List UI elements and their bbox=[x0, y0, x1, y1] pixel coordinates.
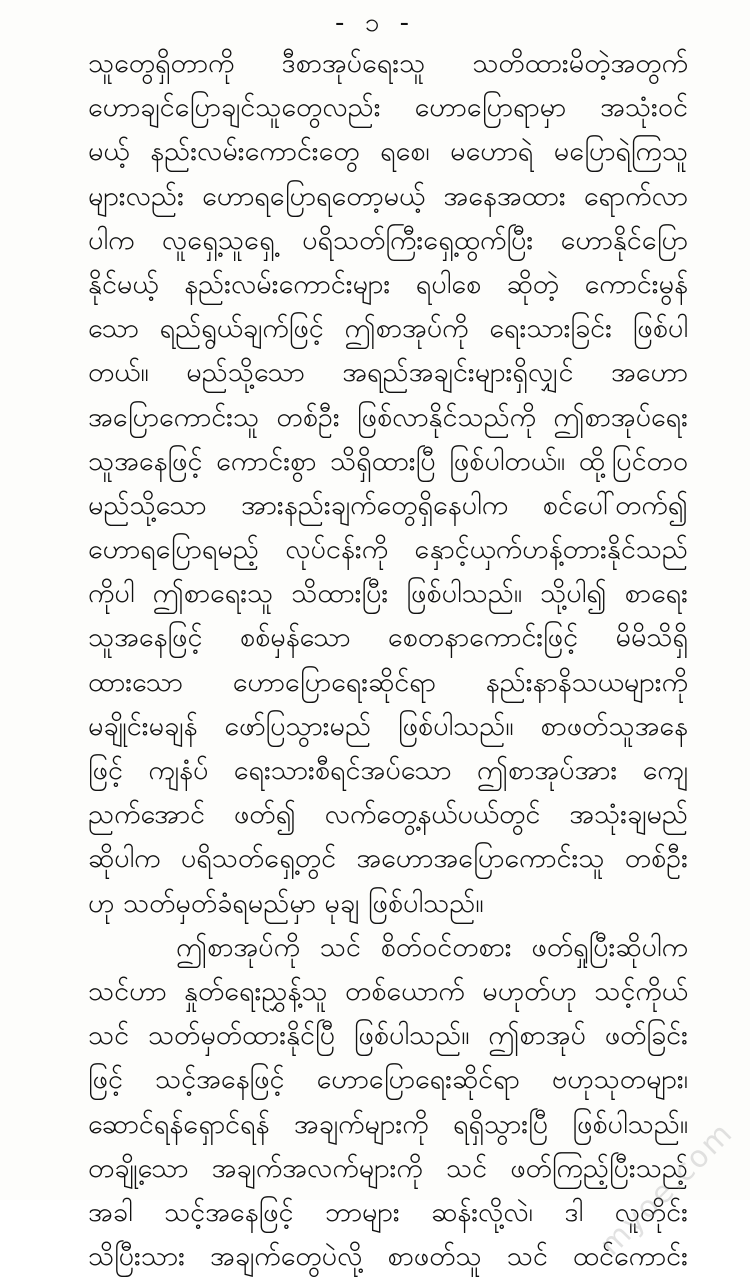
text-line: သူအနေဖြင့် စစ်မှန်သော စေတနာကောင်းဖြင့် မိမိသိရှိ bbox=[88, 622, 688, 654]
body-text bbox=[88, 42, 688, 1279]
text-line: သင် သတ်မှတ်ထားနိုင်ပြီ ဖြစ်ပါသည်။ ဤစာအုပ် ဖတ်ခြင်း bbox=[88, 1020, 688, 1052]
watermark: myoe.com bbox=[592, 1115, 740, 1263]
text-line: သူအနေဖြင့် ကောင်းစွာ သိရှိထားပြီ ဖြစ်ပါတယ်။ ထို့ပြင်တဝ bbox=[88, 445, 688, 477]
text-line: ဟု သတ်မှတ်ခံရမည်မှာ မုချ ဖြစ်ပါသည်။ bbox=[88, 887, 484, 919]
text-line: ညက်အောင် ဖတ်၍ လက်တွေ့နယ်ပယ်တွင် အသုံးချမည် bbox=[88, 799, 688, 831]
text-line: ဖြင့် ကျနံပ် ရေးသားစီရင်အပ်သော ဤစာအုပ်အား ကျေ bbox=[88, 755, 688, 786]
text-line: များလည်း ဟောရပြောရတော့မယ့် အနေအထား ရောက်လာ bbox=[88, 180, 688, 212]
text-line: မယ့် နည်းလမ်းကောင်းတွေ ရစေ၊ မဟောရဲ မပြောရဲကြသူ bbox=[88, 136, 688, 168]
text-line: သော ရည်ရွယ်ချက်ဖြင့် ဤစာအုပ်ကို ရေးသားခြင်း ဖြစ်ပါ bbox=[88, 313, 688, 345]
text-line: မချိုင်းမချန် ဖော်ပြသွားမည် ဖြစ်ပါသည်။ စာဖတ်သူအနေ bbox=[88, 710, 688, 742]
text-line: တယ်။ မည်သို့သော အရည်အချင်းများရှိလျှင် အဟော bbox=[88, 357, 688, 389]
text-line: နိုင်မယ့် နည်းလမ်းကောင်းများ ရပါစေ ဆိုတဲ့ ကောင်းမွန် bbox=[88, 268, 688, 300]
paragraph-2 bbox=[88, 926, 688, 1279]
text-line: ပါက လူရှေ့သူရှေ့ ပရိသတ်ကြီးရှေ့ထွက်ပြီး ဟောနိုင်ပြော bbox=[88, 224, 688, 256]
text-line: ဟောချင်ပြောချင်သူတွေလည်း ဟောပြောရာမှာ အသုံးဝင် bbox=[88, 92, 688, 124]
text-line: ဆိုပါက ပရိသတ်ရှေ့တွင် အဟောအပြောကောင်းသူ တစ်ဦး bbox=[88, 843, 688, 875]
paragraph-1 bbox=[88, 42, 688, 926]
text-line: ကိုပါ ဤစာရေးသူ သိထားပြီး ဖြစ်ပါသည်။ သို့ပါ၍ စာရေး bbox=[88, 578, 688, 610]
text-line: မည်သို့သော အားနည်းချက်တွေရှိနေပါက စင်ပေါ်တက်၍ bbox=[88, 489, 688, 521]
text-line: ဖြင့် သင့်အနေဖြင့် ဟောပြောရေးဆိုင်ရာ ဗဟုသုတများ၊ bbox=[88, 1064, 688, 1096]
text-line: ဆောင်ရန်ရှောင်ရန် အချက်များကို ရရှိသွားပြီ ဖြစ်ပါသည်။ bbox=[88, 1108, 688, 1140]
text-line: အပြောကောင်းသူ တစ်ဦး ဖြစ်လာနိုင်သည်ကို ဤစာအုပ်ရေး bbox=[88, 401, 688, 433]
text-line: သင်ဟာ နှုတ်ရေးညွှန့်သူ တစ်ယောက် မဟုတ်ဟု သင့်ကိုယ် bbox=[88, 975, 688, 1007]
text-line: အခါ သင့်အနေဖြင့် ဘာများ ဆန်းလို့လဲ၊ ဒါ လူတိုင်း bbox=[88, 1196, 688, 1228]
text-line: ဤစာအုပ်ကို သင် စိတ်ဝင်တစား ဖတ်ရှုပြီးဆိုပါက bbox=[176, 931, 688, 963]
text-line: သူတွေရှိတာကို ဒီစာအုပ်ရေးသူ သတိထားမိတဲ့အတွက် bbox=[88, 48, 688, 79]
text-line: တချို့သော အချက်အလက်များကို သင် ဖတ်ကြည့်ပြီးသည့် bbox=[88, 1152, 688, 1184]
page-number: - ၁ - bbox=[335, 8, 415, 38]
text-line: သိပြီးသား အချက်တွေပဲလို့ စာဖတ်သူ သင် ထင်ကောင်း bbox=[88, 1241, 688, 1273]
text-line: ဟောရပြောရမည့် လုပ်ငန်းကို နှောင့်ယှက်ဟန့်တားနိုင်သည် bbox=[88, 534, 688, 566]
text-line: ထားသော ဟောပြောရေးဆိုင်ရာ နည်းနာနိသယများကို bbox=[88, 666, 688, 698]
